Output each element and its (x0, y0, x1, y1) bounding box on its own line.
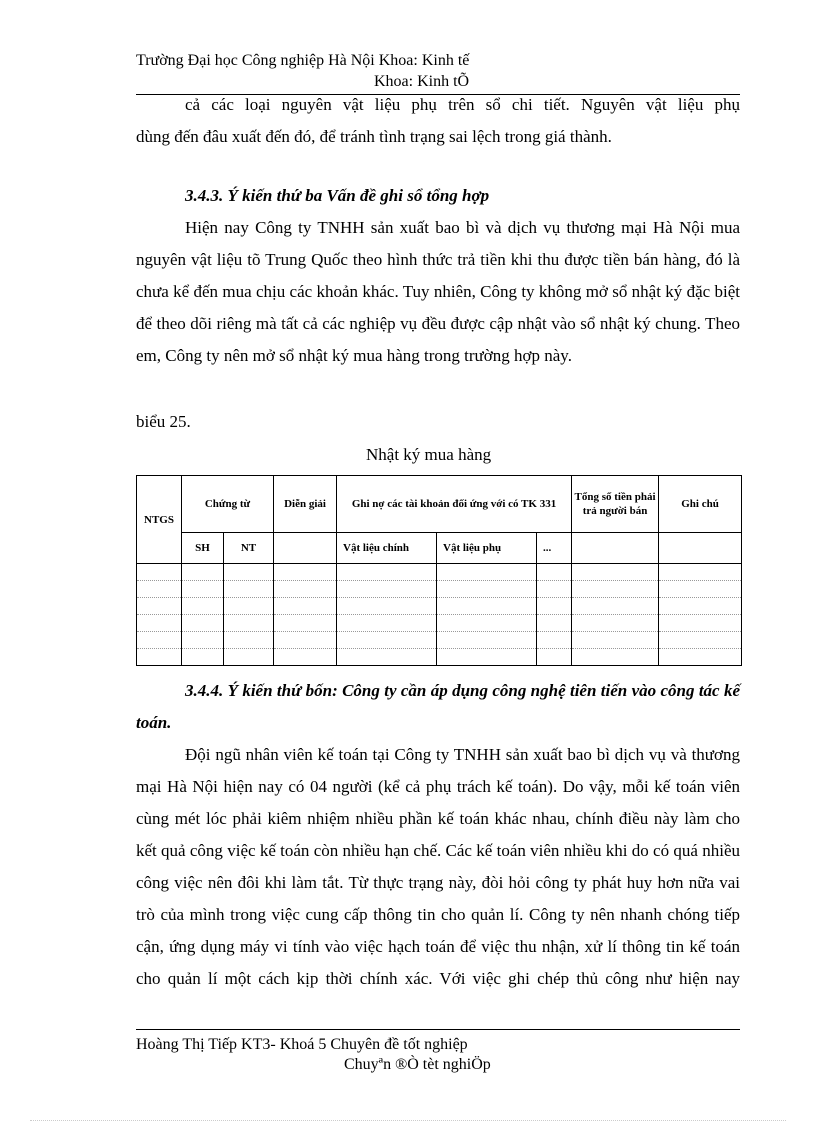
figure-label: biểu 25. (136, 412, 191, 431)
purchase-journal-table (136, 475, 742, 666)
col-tong-so-tien: Tổng số tiền phải trả người bán (572, 476, 659, 533)
col-tong-sub (572, 533, 659, 564)
paragraph-3-4-4-text: Đội ngũ nhân viên kế toán tại Công ty TNHH sản xuất bao bì dịch vụ và thương mại Hà Nội hiện nay có 04 người (kể cả phụ trách kế toán). Do vậy, mỗi kế toán viên cùng mét lóc phải kiêm nhiệm nhiều phần kế toán khác nhau, chính điều này làm cho kết quả công việc kế toán còn nhiều hạn chế. Các kế toán viên nhiều khi do có quá nhiều công việc nên đôi khi làm tắt. Từ thực trạng này, đòi hỏi công ty phát huy hơn nữa vai trò của mình trong việc cung cấp thông tin cho quản lí. Công ty nên nhanh chóng tiếp cận, ứng dụng máy vi tính vào việc hạch toán để việc thu nhận, xử lí thông tin kế toán cho quản lí một cách kịp thời chính xác. Với việc ghi chép thủ công như hiện nay (136, 745, 740, 988)
col-dien-giai: Diễn giải (274, 476, 337, 533)
table-row (137, 598, 742, 615)
col-ghi-chu: Ghi chú (659, 476, 742, 533)
col-ghi-chu-sub (659, 533, 742, 564)
paragraph-3-4-3-text: Hiện nay Công ty TNHH sản xuất bao bì và dịch vụ thương mại Hà Nội mua nguyên vật liệu tõ Trung Quốc theo hình thức trả tiền khi thu được tiền bán hàng, đó là chưa kể đến mua chịu các khoản khác. Tuy nhiên, Công ty không mở sổ nhật ký đặc biệt để theo dõi riêng mà tất cả các nghiệp vụ đều được cập nhật vào sổ nhật ký chung. Theo em, Công ty nên mở sổ nhật ký mua hàng trong trường hợp này. (136, 218, 740, 365)
intro-line-1: cả các loại nguyên vật liệu phụ trên sổ chi tiết. Nguyên vật liệu phụ (185, 95, 740, 114)
col-dien-giai-sub (274, 533, 337, 564)
table-row (137, 632, 742, 649)
col-other: ... (537, 533, 572, 564)
intro-paragraph (136, 89, 740, 153)
heading-3-4-4: 3.4.4. Ý kiến thứ bốn: Công ty cần áp dụng công nghệ tiên tiến vào công tác kế toán. (136, 681, 740, 732)
heading-3-4-3: 3.4.3. Ý kiến thứ ba Vấn đề ghi sổ tổng hợp (185, 186, 490, 205)
footer-line-1: Hoàng Thị Tiếp KT3- Khoá 5 Chuyên đề tốt nghiệp (136, 1036, 468, 1053)
col-vat-lieu-phu: Vật liệu phụ (437, 533, 537, 564)
page-bottom-divider (30, 1120, 786, 1121)
table-caption: Nhật ký mua hàng (366, 445, 492, 464)
paragraph-3-4-3 (136, 212, 740, 372)
col-ntgs: NTGS (137, 476, 182, 564)
footer-line-2: Chuyªn ®Ò tèt nghiÖp (344, 1056, 491, 1073)
table-row (137, 615, 742, 632)
col-chung-tu: Chứng từ (182, 476, 274, 533)
table-row (137, 581, 742, 598)
table-row (137, 564, 742, 581)
col-sh: SH (182, 533, 224, 564)
intro-line-2: dùng đến đâu xuất đến đó, để tránh tình trạng sai lệch trong giá thành. (136, 127, 612, 146)
header-line-2: Khoa: Kinh tÕ (374, 73, 470, 90)
col-vat-lieu-chinh: Vật liệu chính (337, 533, 437, 564)
col-ghi-no: Ghi nợ các tài khoản đối ứng với có TK 331 (337, 476, 572, 533)
footer-rule (136, 1029, 740, 1030)
paragraph-3-4-4 (136, 739, 740, 995)
table-row (137, 649, 742, 666)
header-line-1: Trường Đại học Công nghiệp Hà Nội Khoa: Kinh tế (136, 52, 470, 69)
col-nt: NT (224, 533, 274, 564)
